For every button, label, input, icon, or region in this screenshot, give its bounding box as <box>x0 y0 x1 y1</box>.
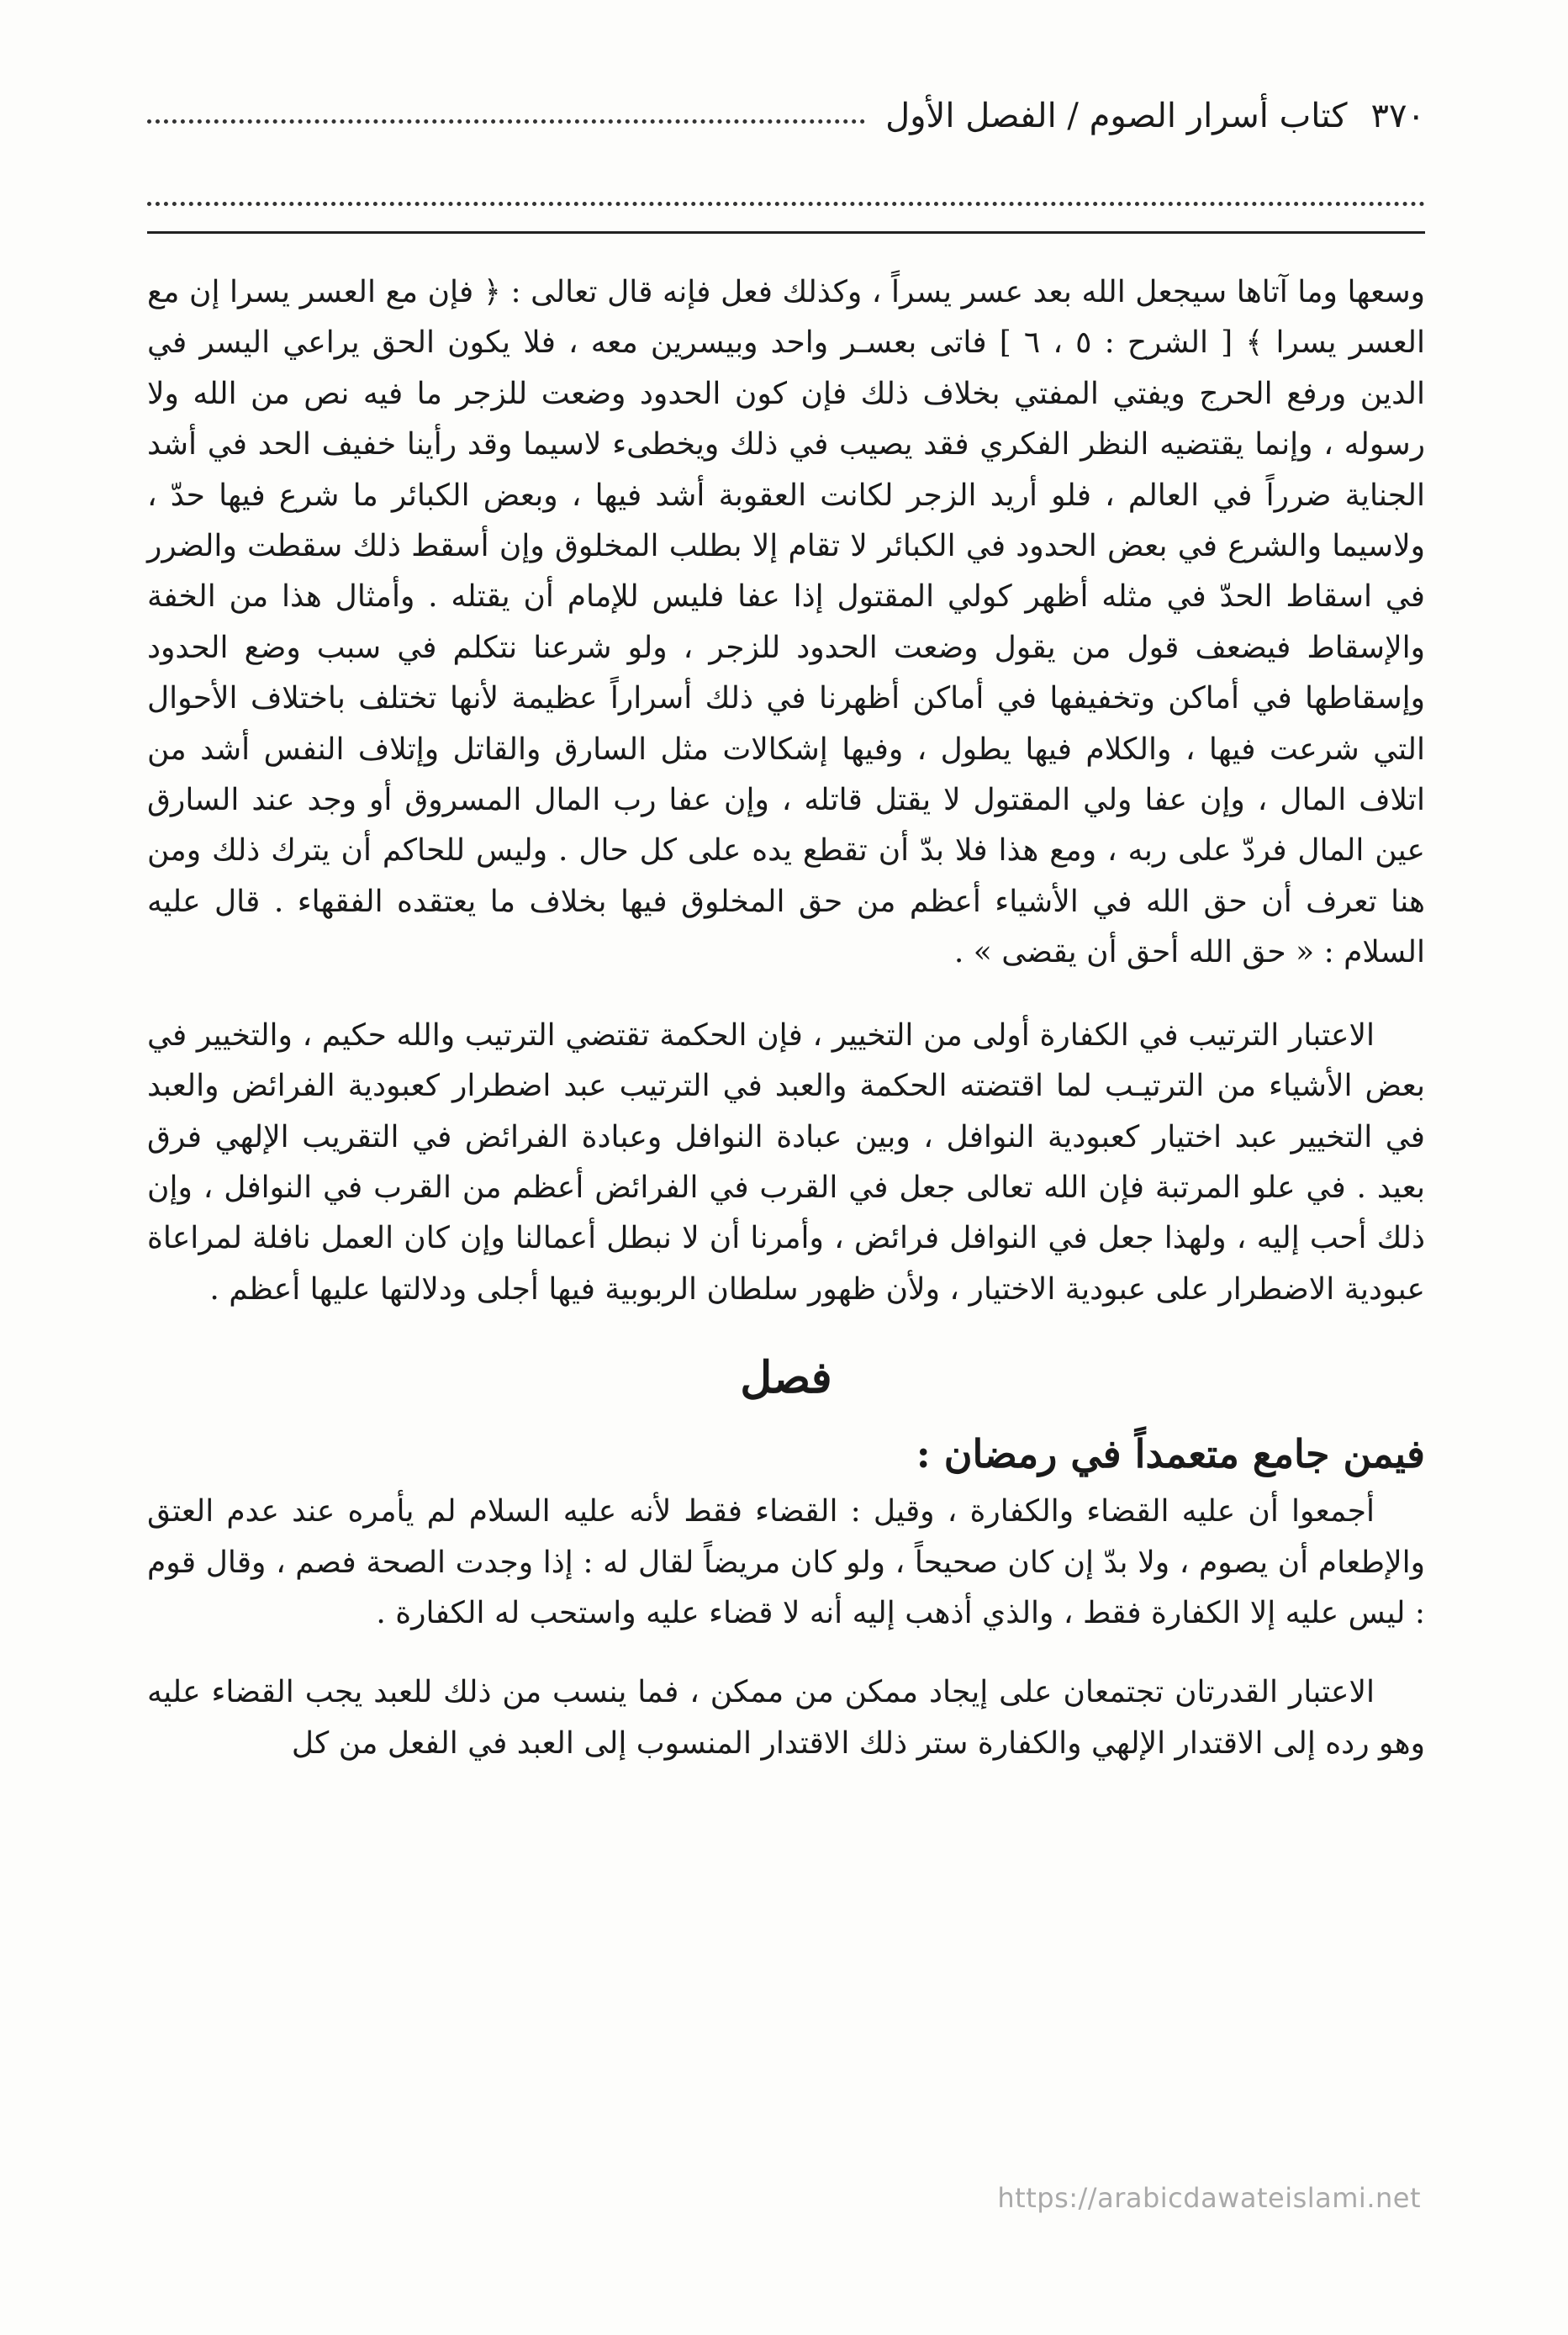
body-text <box>147 267 1425 1769</box>
paragraph-3: أجمعوا أن عليه القضاء والكفارة ، وقيل : القضاء فقط لأنه عليه السلام لم يأمره عند عدم العتق والإطعام أن يصوم ، ولا بدّ إن كان صحيحاً ، ولو كان مريضاً لقال له : إذا وجدت الصحة فصم ، وقال قوم : ليس عليه إلا الكفارة فقط ، والذي أذهب إليه أنه لا قضاء عليه واستحب له الكفارة . <box>147 1494 1425 1630</box>
dotted-divider <box>147 202 1425 206</box>
running-title: كتاب أسرار الصوم / الفصل الأول <box>885 97 1348 135</box>
paragraph-1: وسعها وما آتاها سيجعل الله بعد عسر يسراً ، وكذلك فعل فإنه قال تعالى : ﴿ فإن مع العسر يسرا إن مع العسر يسرا ﴾ [ الشرح : ٥ ، ٦ ] فاتى بعسـر واحد وبيسرين معه ، فلا يكون الحق يراعي اليسر في الدين ورفع الحرج ويفتي المفتي بخلاف ذلك فإن كون الحدود وضعت للزجر ما فيه نص من الله ولا رسوله ، وإنما يقتضيه النظر الفكري فقد يصيب في ذلك ويخطىء لاسيما وقد رأينا خفيف الحد في أشد الجناية ضرراً في العالم ، فلو أريد الزجر لكانت العقوبة أشد فيها ، وبعض الكبائر ما شرع فيها حدّ ، ولاسيما والشرع في بعض الحدود في الكبائر لا تقام إلا بطلب المخلوق وإن أسقط ذلك سقطت والضرر في اسقاط الحدّ في مثله أظهر كولي المقتول إذا عفا فليس للإمام أن يقتله . وأمثال هذا من الخفة والإسقاط فيضعف قول من يقول وضعت الحدود للزجر ، ولو شرعنا نتكلم في سبب وضع الحدود وإسقاطها في أماكن وتخفيفها في أماكن أظهرنا في ذلك أسراراً عظيمة لأنها تختلف باختلاف الأحوال التي شرعت فيها ، والكلام فيها يطول ، وفيها إشكالات مثل السارق والقاتل وإتلاف النفس أشد من اتلاف المال ، وإن عفا ولي المقتول لا يقتل قاتله ، وإن عفا رب المال المسروق أو وجد عند السارق عين المال فردّ على ربه ، ومع هذا فلا بدّ أن تقطع يده على كل حال . وليس للحاكم أن يترك ذلك ومن هنا تعرف أن حق الله في الأشياء أعظم من حق المخلوق فيها بخلاف ما يعتقده الفقهاء . قال عليه السلام : « حق الله أحق أن يقضى » . <box>147 275 1426 970</box>
sub-heading: فيمن جامع متعمداً في رمضان : <box>916 1431 1425 1477</box>
page-number: ٣٧٠ <box>1370 97 1425 135</box>
paragraph-4: الاعتبار القدرتان تجتمعان على إيجاد ممكن من ممكن ، فما ينسب من ذلك للعبد يجب القضاء عليه وهو رده إلى الاقتدار الإلهي والكفارة ستر ذلك الاقتدار المنسوب إلى العبد في الفعل من كل <box>147 1675 1425 1761</box>
solid-divider <box>147 231 1425 234</box>
running-header <box>147 91 1425 141</box>
header-leader-dots <box>147 119 865 124</box>
paragraph-2: الاعتبار الترتيب في الكفارة أولى من التخيير ، فإن الحكمة تقتضي الترتيب والله حكيم ، والتخيير في بعض الأشياء من الترتيـب لما اقتضته الحكمة والعبد في الترتيب عبد اضطرار كعبودية الفرائض والعبد في التخيير عبد اختيار كعبودية النوافل ، وبين عبادة النوافل وعبادة الفرائض في التقريب الإلهي فرق بعيد . في علو المرتبة فإن الله تعالى جعل في القرب في الفرائض أعظم من القرب في النوافل ، وإن ذلك أحب إليه ، ولهذا جعل في النوافل فرائض ، وأمرنا أن لا نبطل أعمالنا وإن كان العمل نافلة لمراعاة عبودية الاضطرار على عبودية الاختيار ، ولأن ظهور سلطان الربوبية فيها أجلى ودلالتها عليها أعظم . <box>147 1017 1425 1307</box>
section-heading: فصل <box>740 1352 832 1404</box>
watermark-url: https://arabicdawateislami.net <box>997 2182 1421 2214</box>
